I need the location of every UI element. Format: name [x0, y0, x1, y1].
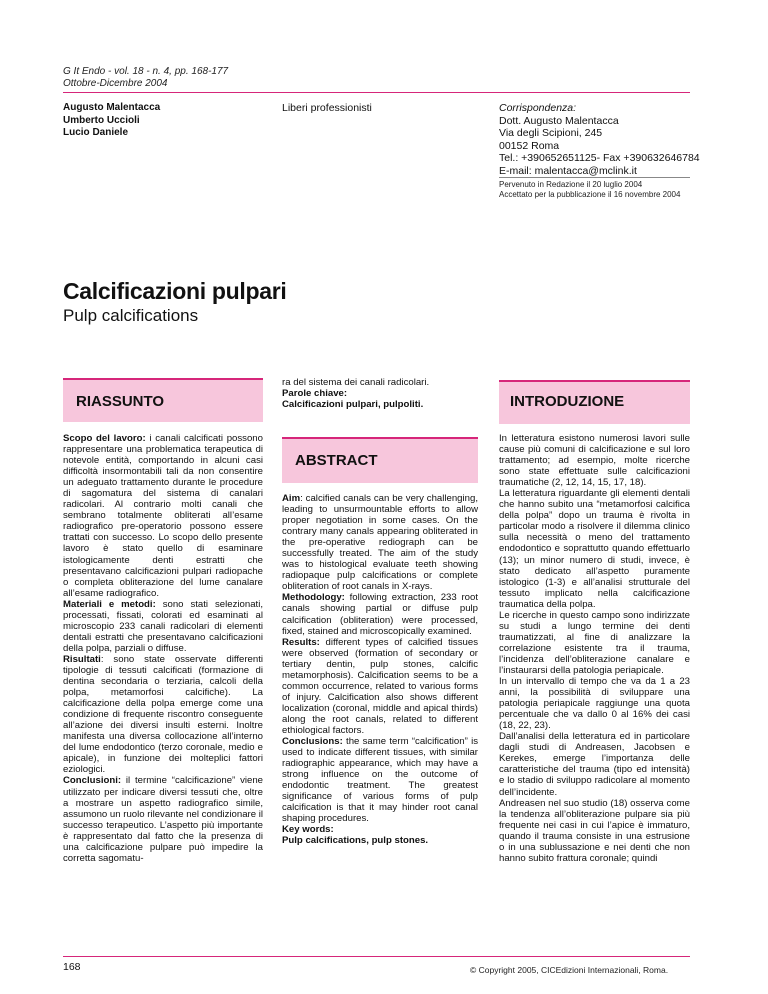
abstract-methodology [282, 592, 478, 636]
received-dates [499, 180, 680, 200]
keywords-label: Key words: [282, 824, 334, 836]
author: Umberto Uccioli [63, 114, 140, 126]
header-rule [63, 92, 690, 93]
section-label: Conclusions: [282, 736, 343, 748]
affiliation: Liberi professionisti [282, 102, 372, 114]
paragraph: Le ricerche in questo campo sono indirizzate su studi a lungo termine dei denti traumatizzati, al fine di analizzare la correlazione esistente tra il trauma, l’incidenza dell’obliterazione canalare e l’instaurarsi della patologia periapicale. [499, 609, 690, 676]
footer-rule [63, 956, 690, 957]
section-label: Scopo del lavoro: [63, 433, 146, 444]
riassunto-body [63, 433, 263, 864]
received-date: Pervenuto in Redazione il 20 luglio 2004 [499, 180, 643, 189]
paragraph: La letteratura riguardante gli elementi dentali che hanno subito una “metamorfosi calcifica della polpa” dopo un trauma è rivolta in particolar modo a risolvere il dilemma clinico sulla necessità o meno del trattamento endodontico e soprattutto quando effettuarlo (13); un minor numero di studi, invece, è stato dedicato all’aspetto puramente istologico (1-3) e all’analisi strutturale del tessuto implicato nella calcificazione traumatica della polpa. [499, 488, 690, 610]
section-text: sono stati selezionati, processati, fissati, colorati ed esaminati al microscopio 233 canali radicolari di elementi dentali estratti che presentavano calcificazioni della polpa, parziali o diffuse. [63, 598, 263, 654]
section-label: Methodology: [282, 592, 345, 604]
introduzione-heading: INTRODUZIONE [499, 380, 690, 424]
riassunto-materiali [63, 599, 263, 654]
correspondence [499, 102, 700, 177]
correspondence-label: Corrispondenza: [499, 102, 577, 114]
paragraph: Dall’analisi della letteratura ed in particolare dagli studi di Andreasen, Jacobsen e Kerekes, emerge l’importanza delle caratteristiche del trauma (tipo ed intensità) e lo stadio di sviluppo radicolare al momento dell’incidente. [499, 731, 690, 798]
accepted-date: Accettato per la pubblicazione il 16 novembre 2004 [499, 190, 681, 199]
journal-header [63, 66, 228, 90]
section-text: following extraction, 233 root canals showing partial or diffuse pulp calcification (obliteration) were processed, fixed, stained and microscopically examined. [282, 592, 478, 637]
section-label: Risultati [63, 653, 101, 665]
paragraph: Andreasen nel suo studio (18) osserva come la tendenza all’obliterazione pulpare sia più frequente nei casi in cui l’apice è immaturo, quando il trauma consiste in una estrusione o in una sublussazione e nei denti che non hanno subito frattura coronale; quindi [499, 797, 690, 864]
riassunto-risultati [63, 654, 263, 776]
author-list [63, 102, 160, 140]
riassunto-scopo [63, 433, 263, 599]
introduzione-body [499, 433, 690, 864]
keywords: Pulp calcifications, pulp stones. [282, 835, 429, 847]
keywords-label: Parole chiave: [282, 388, 348, 400]
author: Augusto Malentacca [63, 102, 161, 113]
correspondence-line: Tel.: +390652651125- Fax +390632646784 [499, 152, 700, 164]
section-label: Results: [282, 636, 320, 648]
abstract-aim [282, 493, 478, 592]
riassunto-continued [282, 377, 478, 410]
section-label: Aim [282, 493, 301, 504]
correspondence-line: Via degli Scipioni, 245 [499, 127, 603, 139]
section-label: Materiali e metodi: [63, 598, 156, 610]
section-text: : calcified canals can be very challenging, leading to unsurmountable efforts to allow proper negotiation in some cases. On the contrary many canals appearing obliterated in the pre-operative rediograph can be successfully treated. The aim of the study was to histological evaluate teeth showing radiopaque pulp calcifications or complete obliteration of root canals in X-rays. [282, 493, 478, 593]
abstract-body [282, 493, 478, 847]
abstract-heading: ABSTRACT [282, 437, 478, 483]
section-text: i canali calcificati possono rappresentare una problematica terapeutica di notevole entità, comportando in alcuni casi difficoltà insormontabili tali da non consentire un adeguato trattamento durante le procedure di sagomatura del sistema di canalari radicolari. Al contrario molti canali che sembrano totalmente obliterati all’esame radiografico pre-operatorio possono essere trattati con successo. Lo scopo dello presente lavoro è stato quello di esaminare istologicamente denti estratti che presentavano calcificazioni pulpari radiopache o completa obliterazione del lume canalare all’esame radiografico. [63, 433, 263, 599]
abstract-results [282, 637, 478, 736]
section-label: Conclusioni: [63, 775, 122, 787]
keywords: Calcificazioni pulpari, pulpoliti. [282, 399, 424, 411]
section-text: different types of calcified tissues were observed (formation of secondary or tertiary dentin, pulp stones, calcific metamorphosis). Calcification seems to be a common occurrence, related to various forms of injury. Calcification also shows different localization (coronal, middle and apical thirds) along the root canals, related to different ethiological factors. [282, 636, 478, 736]
paragraph: In un intervallo di tempo che va da 1 a 23 anni, la possibilità di sviluppare una patologia periapicale raggiunge una quota percentuale che va dallo 0 al 16% dei casi (18, 22, 23). [499, 676, 690, 732]
section-text: the same term “calcification” is used to indicate different tissues, with similar radiographic appearance, which may have a strong influence on the outcome of endodontic treatment. The greatest significance of various forms of pulp calcification is that it may hinder root canal shaping procedures. [282, 736, 478, 825]
page-number: 168 [63, 961, 81, 973]
section-text: ra del sistema dei canali radicolari. [282, 377, 430, 388]
journal-issue-date: Ottobre-Dicembre 2004 [63, 78, 168, 89]
article-subtitle: Pulp calcifications [63, 306, 199, 325]
riassunto-heading: RIASSUNTO [63, 378, 263, 422]
copyright: © Copyright 2005, CICEdizioni Internazionali, Roma. [470, 965, 669, 975]
received-rule [499, 177, 690, 178]
author: Lucio Daniele [63, 127, 129, 138]
paragraph: In letteratura esistono numerosi lavori sulle cause più comuni di calcificazione e sul loro trattamento; ad esempio, molte ricerche sono state effettuate sulle calcificazioni traumatiche (2, 12, 14, 15, 17, 18). [499, 433, 690, 489]
correspondence-line: Dott. Augusto Malentacca [499, 114, 619, 127]
section-text: il termine “calcificazione” viene utilizzato per indicare diversi tessuti che, oltre a mostrare un aspetto radiografico simile, assumono un ruolo rilevante nel condizionare il successo terapeutico. L’aspetto più importante è rappresentato dal fatto che la presenza di una calcificazione pulpare può impedire la corretta sagomatu- [63, 775, 263, 864]
correspondence-email: E-mail: malentacca@mclink.it [499, 164, 637, 177]
abstract-conclusions [282, 736, 478, 824]
section-text: : sono state osservate differenti tipologie di tessuti calcificati (formazione di dentina secondaria o terziaria, calcoli della polpa, metamorfosi calcifiche). La calcificazione della polpa emerge come una condizione di frequente riscontro conseguente all’azione dei diversi insulti esterni. Inoltre manifesta una diversa collocazione all’interno del lume endodontico (terzo coronale, medio e apicale), in funzione dei molteplici fattori eziologici. [63, 653, 263, 776]
journal-citation: G It Endo - vol. 18 - n. 4, pp. 168-177 [63, 66, 229, 77]
riassunto-conclusioni [63, 775, 263, 863]
article-title: Calcificazioni pulpari [63, 278, 287, 304]
correspondence-line: 00152 Roma [499, 139, 560, 152]
